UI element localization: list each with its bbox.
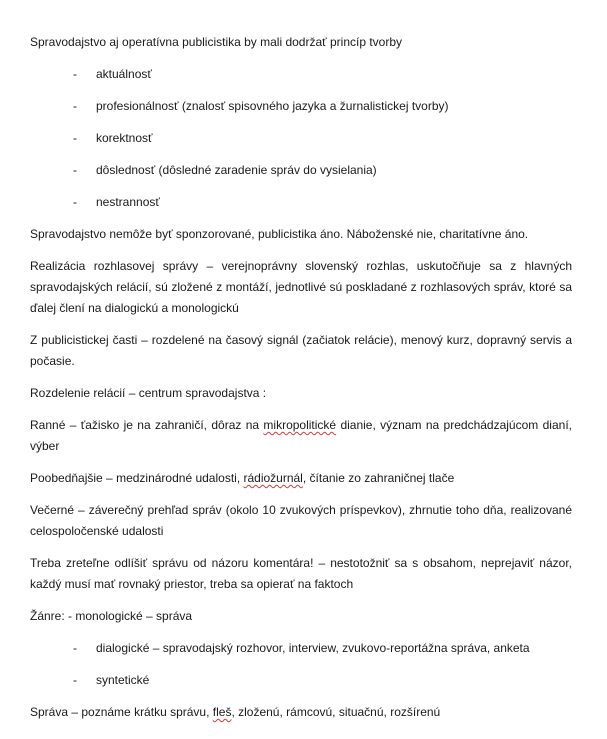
spellcheck-flagged-word: fleš bbox=[212, 705, 232, 719]
morning-paragraph bbox=[30, 415, 572, 457]
bullet-dash: - bbox=[73, 641, 77, 655]
principle-item bbox=[30, 192, 572, 213]
principle-text: nestrannosť bbox=[96, 195, 160, 209]
principle-item bbox=[30, 96, 572, 117]
genre-item bbox=[30, 638, 572, 659]
genre-text: dialogické – spravodajský rozhovor, interview, zvukovo-reportážna správa, anketa bbox=[96, 641, 530, 655]
spellcheck-flagged-word: rádiožurnál bbox=[243, 471, 303, 485]
division-paragraph: Rozdelenie relácií – centrum spravodajstva : bbox=[30, 386, 267, 400]
realization-paragraph: Realizácia rozhlasovej správy – verejnoprávny slovenský rozhlas, uskutočňuje sa z hlavných spravodajských relácií, sú zložené z montáží, jednotlivé sú poskladané z rozhlasových správ, ktoré sa ďalej člení na dialogickú a monologickú bbox=[30, 259, 572, 315]
afternoon-paragraph bbox=[30, 468, 572, 489]
bullet-dash: - bbox=[73, 99, 77, 113]
distinguish-paragraph: Treba zreteľne odlíšiť správu od názoru komentára! – nestotožniť sa s obsahom, neprejaviť názor, každý musí mať rovnaký priestor, treba sa opierať na faktoch bbox=[30, 556, 572, 591]
news-text-start: Správa – poznáme krátku správu, bbox=[30, 705, 213, 719]
afternoon-text-end: , čítanie zo zahraničnej tlače bbox=[302, 471, 455, 485]
publicist-part-paragraph: Z publicistickej časti – rozdelené na časový signál (začiatok relácie), menový kurz, dopravný servis a počasie. bbox=[30, 333, 572, 368]
principle-item bbox=[30, 160, 572, 181]
bullet-dash: - bbox=[73, 131, 77, 145]
principle-item bbox=[30, 128, 572, 149]
genre-item bbox=[30, 670, 572, 691]
news-paragraph bbox=[30, 702, 572, 723]
bullet-dash: - bbox=[73, 673, 77, 687]
bullet-dash: - bbox=[73, 163, 77, 177]
principle-text: profesionálnosť (znalosť spisovného jazyka a žurnalistickej tvorby) bbox=[96, 99, 449, 113]
genres-label: Žánre: - monologické – správa bbox=[30, 609, 193, 623]
morning-text-end: dianie, význam na predchádzajúcom dianí, výber bbox=[30, 418, 572, 453]
afternoon-text-start: Poobedňajšie – medzinárodné udalosti, bbox=[30, 471, 244, 485]
document-page bbox=[30, 32, 572, 734]
news-text-end: , zloženú, rámcovú, situačnú, rozšírenú bbox=[231, 705, 441, 719]
evening-paragraph: Večerné – záverečný prehľad správ (okolo 10 zvukových príspevkov), zhrnutie toho dňa, realizované celospoločenské udalosti bbox=[30, 503, 572, 538]
sponsorship-paragraph: Spravodajstvo nemôže byť sponzorované, publicistika áno. Náboženské nie, charitatívne áno. bbox=[30, 227, 529, 241]
principle-text: korektnosť bbox=[96, 131, 153, 145]
morning-text-start: Ranné – ťažisko je na zahraničí, dôraz na bbox=[30, 418, 264, 432]
intro-paragraph: Spravodajstvo aj operatívna publicistika by mali dodržať princíp tvorby bbox=[30, 35, 403, 49]
principle-text: dôslednosť (dôsledné zaradenie správ do vysielania) bbox=[96, 163, 377, 177]
principle-text: aktuálnosť bbox=[96, 67, 152, 81]
genre-text: syntetické bbox=[96, 673, 150, 687]
bullet-dash: - bbox=[73, 195, 77, 209]
bullet-dash: - bbox=[73, 67, 77, 81]
spellcheck-flagged-word: mikropolitické bbox=[263, 418, 337, 432]
principle-item bbox=[30, 64, 572, 85]
